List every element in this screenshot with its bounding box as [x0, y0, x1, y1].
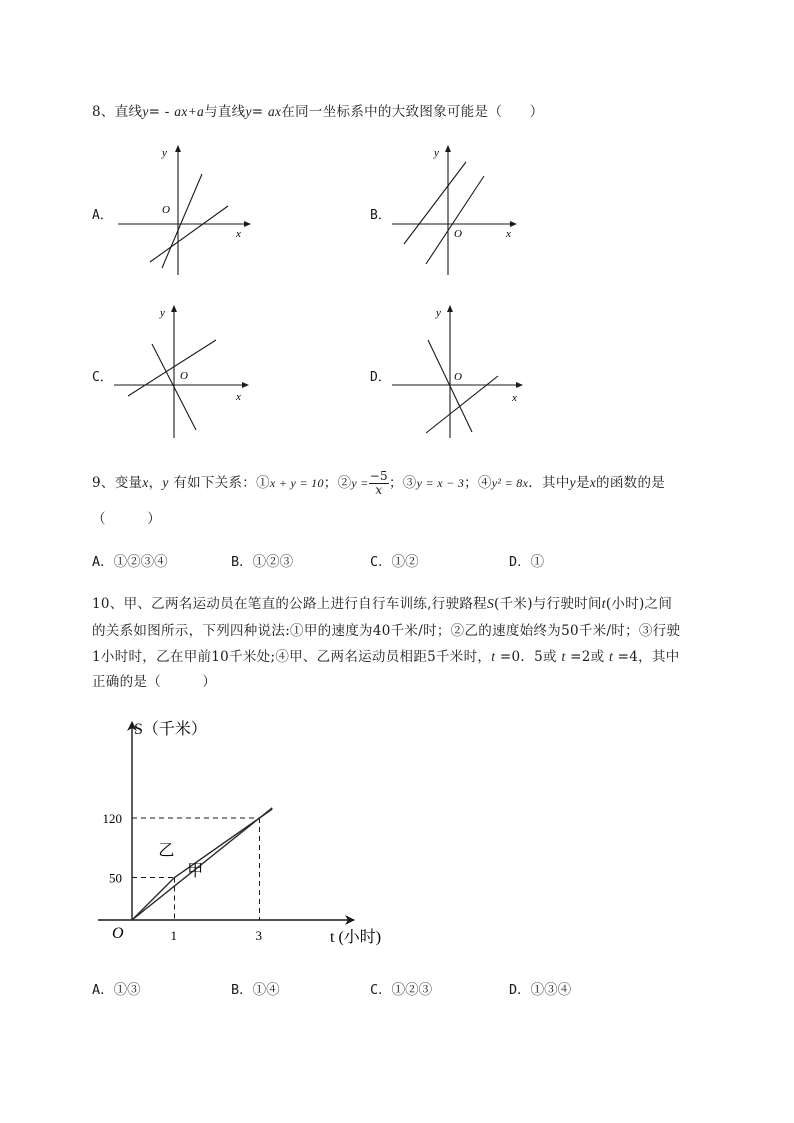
tick-labels — [103, 811, 263, 943]
q9-answer-paren: （ ） — [92, 511, 161, 527]
q9-fraction-denominator: x — [375, 483, 383, 497]
q9-text-4: ；④ — [464, 475, 492, 491]
q8-text-3: 在同一坐标系中的大致图象可能是（ ） — [281, 104, 544, 120]
q10-var-t: t — [601, 596, 606, 611]
q9-relation-3: y = x − 3 — [416, 476, 465, 490]
q9-relation-1: x + y = 10 — [269, 476, 324, 490]
q9-relation-2-lhs: y = — [351, 476, 369, 490]
q8-eq2-y: y — [245, 104, 252, 119]
t-axis-label: t (小时) — [330, 929, 382, 946]
q9-text-6: 是 — [575, 475, 590, 491]
line-rising — [128, 340, 216, 396]
q8-eq1-rhs: ax+a — [174, 104, 205, 119]
q10-choice-d[interactable]: D．①③④ — [509, 982, 572, 998]
q8-option-c-label: C． — [92, 370, 113, 385]
q9-var-x2: x — [589, 475, 597, 490]
q10-line-1-text-b: (千米)与行驶时间 — [494, 596, 602, 612]
q10-line-3 — [92, 645, 680, 665]
q8-number: 8、 — [92, 104, 115, 120]
q9-choice-d[interactable]: D．① — [509, 554, 545, 570]
q10-line-4: 正确的是（ ） — [92, 674, 217, 690]
q9-text-3: ；③ — [389, 475, 417, 491]
q10-choice-c[interactable]: C．①②③ — [370, 982, 433, 998]
origin-label: O — [180, 370, 188, 382]
series-label-yi: 乙 — [158, 842, 175, 860]
q10-var-t3: t — [609, 649, 614, 664]
y-axis-label: y — [436, 307, 441, 319]
q8-text-1: 直线 — [114, 104, 143, 120]
q8-eq2-rhs: ax — [267, 104, 282, 119]
q9-var-y2: y — [569, 475, 576, 490]
q9-text-2: ；② — [323, 475, 352, 491]
q10-var-s: S — [486, 596, 495, 611]
q8-text-2: 与直线 — [204, 104, 246, 120]
q10-var-t1: t — [491, 649, 496, 664]
q8-stem — [92, 100, 544, 120]
q8-option-b-label: B． — [370, 208, 391, 223]
q9-sep: ， — [148, 475, 163, 491]
q9-var-x: x — [142, 475, 149, 490]
q10-line-1-text-c: (小时)之间 — [605, 596, 673, 612]
y-tick-label: 120 — [102, 811, 122, 826]
q8-eq1-eq: = - — [148, 104, 175, 120]
q8-option-d-graph — [388, 300, 548, 440]
q9-var-y: y — [162, 475, 169, 490]
q10-line-3-text: 1小时时，乙在甲前10千米处;④甲、乙两名运动员相距5千米时， — [92, 649, 492, 665]
q8-option-b-graph — [388, 140, 548, 280]
y-tick-label: 50 — [109, 870, 122, 886]
q10-var-t2: t — [561, 649, 566, 664]
origin-label: O — [162, 204, 170, 216]
q10-choice-b[interactable]: B．①④ — [231, 982, 280, 998]
series-label-jia: 甲 — [187, 862, 204, 880]
x-tick-label: 3 — [255, 928, 262, 943]
q10-line-3-text-c: =0．5或 — [495, 649, 562, 665]
q8-option-a-graph — [110, 140, 270, 280]
x-axis-label: x — [506, 228, 511, 240]
q10-line-1-text: 10、甲、乙两名运动员在笔直的公路上进行自行车训练,行驶路程 — [92, 596, 487, 612]
line-steep — [162, 174, 202, 268]
q9-relation-4: y² = 8x — [491, 476, 529, 490]
q8-option-a-label: A． — [92, 208, 113, 223]
q9-choice-b[interactable]: B．①②③ — [231, 554, 294, 570]
q8-eq1-y: y — [142, 104, 149, 119]
q9-text-5: ．其中 — [528, 475, 570, 491]
origin-label: O — [454, 228, 462, 240]
x-tick-label: 1 — [170, 928, 177, 943]
q9-choice-a[interactable]: A．①②③④ — [92, 554, 168, 570]
series-labels — [158, 842, 203, 879]
x-axis-label: x — [512, 392, 517, 404]
q10-line-2: 的关系如图所示，下列四种说法:①甲的速度为40千米/时；②乙的速度始终为50千米/时；③行驶 — [92, 623, 681, 639]
q10-choice-a[interactable]: A．①③ — [92, 982, 141, 998]
q9-relation-2-fraction — [369, 470, 389, 497]
y-axis-label: y — [434, 147, 439, 159]
q8-eq2-eq: = — [251, 104, 268, 120]
origin-label: O — [112, 925, 124, 942]
q8-option-c-graph — [110, 300, 270, 440]
y-axis-label: y — [160, 307, 165, 319]
q9-prefix: 9、变量 — [92, 475, 143, 491]
q9-stem — [92, 470, 665, 497]
s-axis-label: S（千米） — [134, 721, 207, 738]
q9-text-7: 的函数的是 — [596, 475, 666, 491]
q10-line-3-text-g: =4，其中 — [613, 649, 680, 665]
origin-label: O — [454, 371, 462, 383]
y-axis-label: y — [162, 147, 167, 159]
q9-text-1: 有如下关系：① — [168, 475, 270, 491]
q10-distance-time-chart — [92, 710, 412, 960]
x-axis-label: x — [236, 228, 241, 240]
q9-fraction-numerator: −5 — [369, 469, 388, 483]
line-through-origin — [426, 176, 484, 264]
q9-choice-c[interactable]: C．①② — [370, 554, 419, 570]
x-axis-label: x — [236, 391, 241, 403]
q10-line-1 — [92, 592, 672, 612]
q8-option-d-label: D． — [370, 370, 391, 385]
q10-line-3-text-e: =2或 — [565, 649, 610, 665]
